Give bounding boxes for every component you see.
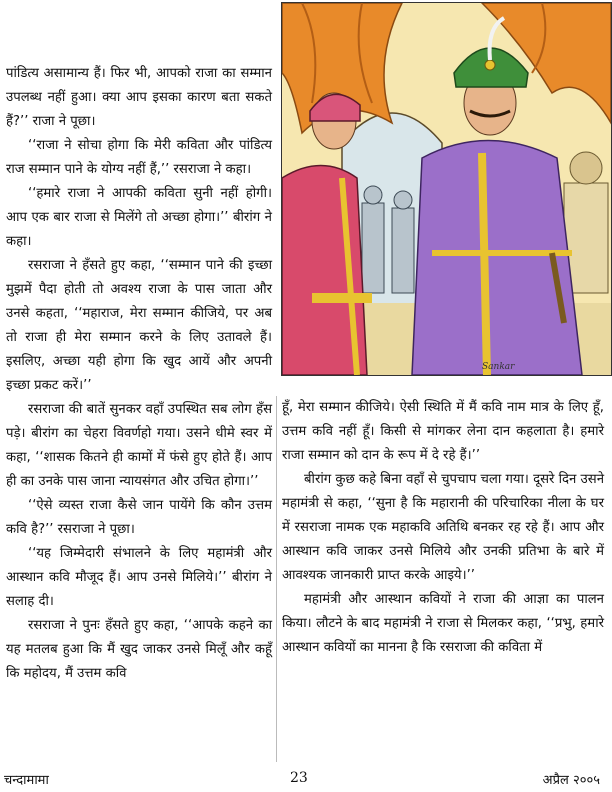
paragraph: हूँ, मेरा सम्मान कीजिये। ऐसी स्थिति में मैं कवि नाम मात्र के लिए हूँ, उत्तम कवि नहीं हूँ। किसी से मांगकर लेना दान कहलाता है। हमारे राजा सम्मान को दान के रूप में दे रहे हैं।’’ — [282, 400, 604, 463]
magazine-name: चन्दामामा — [4, 773, 49, 788]
page-footer — [0, 770, 612, 788]
paragraph: रसराजा ने हँसते हुए कहा, ‘‘सम्मान पाने की इच्छा मुझमें पैदा होती तो अवश्य राजा के पास जाता और उनसे कहता, ‘‘महाराज, मेरा सम्मान कीजिये, पर अब तो राजा ही मेरा सम्मान करने के लिए उतावले हैं। इसलिए, अच्छा यही होगा कि खुद आयें और अपनी इच्छा प्रकट करें।’’ — [6, 258, 272, 393]
illustration-signature: Sankar — [482, 362, 515, 372]
paragraph: ‘‘यह जिम्मेदारी संभालने के लिए महामंत्री और आस्थान कवि मौजूद हैं। आप उनसे मिलिये।’’ बीरांग ने सलाह दी। — [6, 546, 272, 609]
paragraph: ‘‘राजा ने सोचा होगा कि मेरी कविता और पांडित्य राज सम्मान पाने के योग्य नहीं हैं,’’ रसराजा ने कहा। — [6, 138, 272, 177]
paragraph: ‘‘ऐसे व्यस्त राजा कैसे जान पायेंगे कि कौन उत्तम कवि है?’’ रसराजा ने पूछा। — [6, 498, 272, 537]
paragraph: महामंत्री और आस्थान कवियों ने राजा की आज्ञा का पालन किया। लौटने के बाद महामंत्री ने राजा से मिलकर कहा, ‘‘प्रभु, हमारे आस्थान कवियों का मानना है कि रसराजा की कविता में — [282, 592, 604, 655]
text-column-right — [282, 396, 604, 660]
page-number: 23 — [290, 770, 308, 786]
paragraph: ‘‘हमारे राजा ने आपकी कविता सुनी नहीं होगी। आप एक बार राजा से मिलेंगे तो अच्छा होगा।’’ बीरांग ने कहा। — [6, 186, 272, 249]
paragraph: रसराजा ने पुनः हँसते हुए कहा, ‘‘आपके कहने का यह मतलब हुआ कि मैं खुद जाकर उनसे मिलूँ और कहूँ कि महोदय, मैं उत्तम कवि — [6, 618, 272, 681]
column-divider — [276, 396, 277, 762]
paragraph: बीरांग कुछ कहे बिना वहाँ से चुपचाप चला गया। दूसरे दिन उसने महामंत्री से कहा, ‘‘सुना है कि महारानी की परिचारिका नीला के घर में रसराजा नामक एक महाकवि अतिथि बनकर रह रहे हैं। आप और आस्थान कवि जाकर उनसे मिलिये और उनकी प्रतिभा के बारे में आवश्यक जानकारी प्राप्त करके आइये।’’ — [282, 472, 605, 583]
illustration-king-and-poet — [281, 2, 612, 376]
paragraph: पांडित्य असामान्य हैं। फिर भी, आपको राजा का सम्मान उपलब्ध नहीं हुआ। क्या आप इसका कारण बता सकते हैं?’’ राजा ने पूछा। — [6, 66, 272, 129]
paragraph: रसराजा की बातें सुनकर वहाँ उपस्थित सब लोग हँस पड़े। बीरांग का चेहरा विवर्णहो गया। उसने धीमे स्वर में कहा, ‘‘शासक कितने ही कामों में फंसे हुए होते हैं। आप ही का उनके पास जाना न्यायसंगत और उचित होगा।’’ — [6, 402, 272, 489]
illustration-svg — [282, 3, 611, 375]
text-column-left — [6, 62, 272, 686]
issue-date: अप्रैल २००५ — [542, 773, 600, 788]
